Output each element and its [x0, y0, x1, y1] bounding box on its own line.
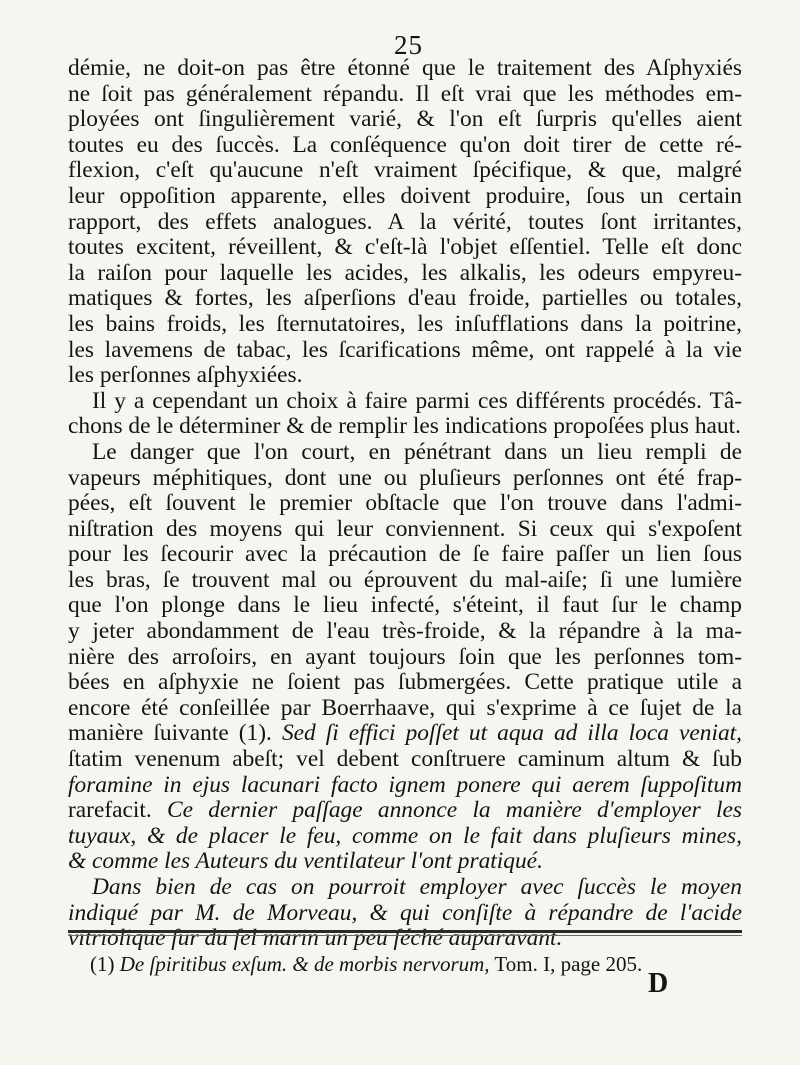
text-line: les bains froids, les ſternutatoires, les inſufflations dans la poitrine,: [68, 310, 742, 337]
text-line: ſtatim venenum abeſt; vel debent conſtruere caminum altum & ſub: [68, 746, 742, 773]
text-line: Le danger que l'on court, en pénétrant dans un lieu rempli de: [92, 438, 742, 465]
text-line: ne ſoit pas généralement répandu. Il eſt vrai que les méthodes em-: [68, 80, 742, 107]
text-line: Dans bien de cas on pourroit employer avec ſuccès le moyen: [92, 874, 742, 900]
text-line: matiques & fortes, les aſperſions d'eau froide, partielles ou totales,: [68, 285, 742, 312]
text-line: manière ſuivante (1). Sed ſi effici poſſet ut aqua ad illa loca veniat,: [68, 720, 742, 747]
text-line: indiqué par M. de Morveau, & qui conſiſte à répandre de l'acide: [68, 899, 742, 926]
text-line: ployées ont ſingulièrement varié, & l'on eſt ſurpris qu'elles aient: [68, 106, 742, 133]
footnote: [90, 951, 690, 977]
text-line: rapport, des effets analogues. A la vérité, toutes ſont irritantes,: [68, 208, 742, 235]
page-number: 25: [394, 30, 423, 60]
text-line: les perſonnes aſphyxiées.: [68, 362, 303, 389]
text-line: nière des arroſoirs, en ayant toujours ſoin que les perſonnes tom-: [68, 643, 742, 670]
text-line: la raiſon pour laquelle les acides, les alkalis, les odeurs empyreu-: [68, 259, 742, 286]
signature-mark: D: [648, 968, 669, 999]
footnote-citation: , Tom. I, page 205.: [484, 952, 643, 976]
footnote-rule-thin: [68, 935, 742, 936]
text-line: les lavemens de tabac, les ſcarifications même, ont rappelé à la vie: [68, 336, 742, 363]
text-line: démie, ne doit-on pas être étonné que le traitement des Aſphyxiés: [68, 55, 742, 81]
text-line: vitriolique ſur du ſel marin un peu ſéché auparavant.: [68, 925, 563, 952]
footnote-marker: (1): [90, 952, 115, 976]
text-line: niſtration des moyens qui leur conviennent. Si ceux qui s'expoſent: [68, 515, 742, 542]
text-line: & comme les Auteurs du ventilateur l'ont pratiqué.: [68, 848, 543, 875]
text-line: rarefacit. Ce dernier paſſage annonce la manière d'employer les: [68, 797, 742, 824]
text-line: toutes excitent, réveillent, & c'eſt-là l'objet eſſentiel. Telle eſt donc: [68, 234, 742, 261]
text-line: foramine in ejus lacunari facto ignem ponere qui aerem ſuppoſitum: [68, 771, 742, 798]
text-line: vapeurs méphitiques, dont une ou pluſieurs perſonnes ont été frap-: [68, 464, 742, 491]
text-line: bées en aſphyxie ne ſoient pas ſubmergées. Cette pratique utile a: [68, 669, 742, 696]
text-line: leur oppoſition apparente, elles doivent produire, ſous un certain: [68, 182, 742, 209]
text-line: pées, eſt ſouvent le premier obſtacle que l'on trouve dans l'admi-: [68, 490, 742, 517]
body-text: [68, 56, 742, 952]
text-line: tuyaux, & de placer le feu, comme on le fait dans pluſieurs mines,: [68, 822, 742, 849]
text-line: y jeter abondamment de l'eau très-froide, & la répandre à la ma-: [68, 618, 742, 645]
text-line: chons de le déterminer & de remplir les indications propoſées plus haut.: [68, 413, 741, 440]
text-line: pour les ſecourir avec la précaution de ſe faire paſſer un lien ſous: [68, 541, 742, 568]
text-line: toutes eu des ſuccès. La conſéquence qu'on doit tirer de cette ré-: [68, 131, 742, 158]
text-line: Il y a cependant un choix à faire parmi ces différents procédés. Tâ-: [92, 387, 742, 414]
text-line: flexion, c'eſt qu'aucune n'eſt vraiment ſpécifique, & que, malgré: [68, 157, 742, 184]
text-line: que l'on plonge dans le lieu infecté, s'éteint, il faut ſur le champ: [68, 592, 742, 619]
text-line: encore été conſeillée par Boerrhaave, qui s'exprime à ce ſujet de la: [68, 694, 742, 721]
footnote-rule: [68, 930, 742, 933]
text-line: les bras, ſe trouvent mal ou éprouvent du mal-aiſe; ſi une lumière: [68, 566, 742, 593]
footnote-title: De ſpiritibus exſum. & de morbis nervorum: [119, 952, 485, 976]
